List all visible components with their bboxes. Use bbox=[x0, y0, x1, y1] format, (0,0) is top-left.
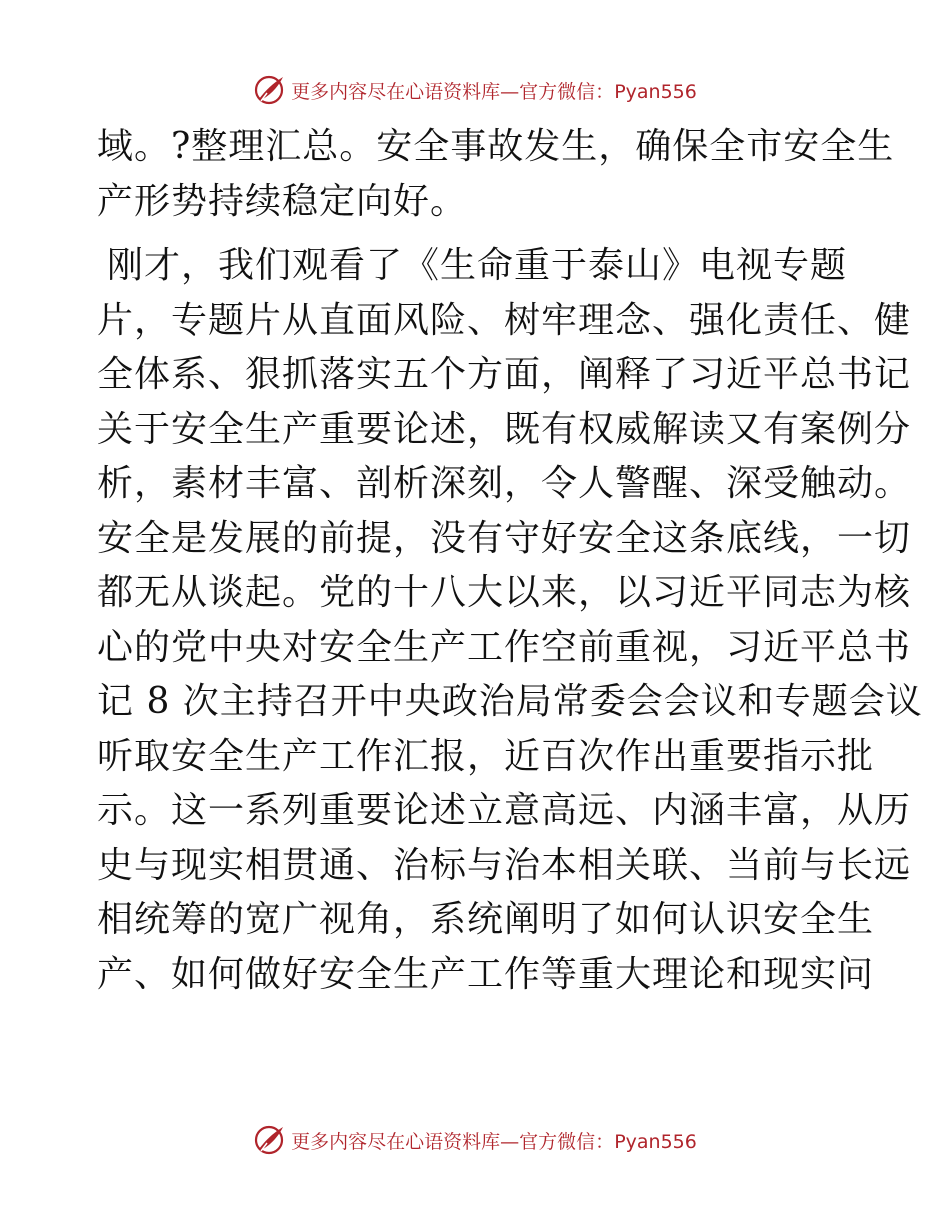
document-body bbox=[97, 120, 923, 1002]
text-line: 安全是发展的前提，没有守好安全这条底线，一切 bbox=[97, 517, 912, 559]
text-line: 关于安全生产重要论述，既有权威解读又有案例分 bbox=[97, 408, 912, 450]
footer-watermark bbox=[0, 1120, 950, 1160]
feather-pen-logo-icon bbox=[253, 73, 287, 107]
watermark-text: 更多内容尽在心语资料库—官方微信：Pyan556 bbox=[291, 1130, 697, 1153]
text-line: 史与现实相贯通、治标与治本相关联、当前与长远 bbox=[97, 844, 912, 886]
text-line: 示。这一系列重要论述立意高远、内涵丰富，从历 bbox=[97, 790, 912, 831]
text-line: 产形势持续稳定向好。 bbox=[97, 180, 468, 222]
text-line: 记 8 次主持召开中央政治局常委会会议和专题会议 bbox=[97, 681, 923, 722]
text-line: 相统筹的宽广视角，系统阐明了如何认识安全生 bbox=[97, 899, 875, 940]
text-line: 析，素材丰富、剖析深刻，令人警醒、深受触动。 bbox=[97, 463, 912, 504]
watermark-text: 更多内容尽在心语资料库—官方微信：Pyan556 bbox=[291, 80, 697, 103]
text-line: 都无从谈起。党的十八大以来，以习近平同志为核 bbox=[97, 572, 912, 613]
text-line: 产、如何做好安全生产工作等重大理论和现实问 bbox=[97, 953, 875, 995]
text-line: 片，专题片从直面风险、树牢理念、强化责任、健 bbox=[97, 299, 912, 341]
header-watermark bbox=[0, 70, 950, 110]
text-line: 心的党中央对安全生产工作空前重视，习近平总书 bbox=[97, 626, 912, 668]
text-line: 域。?整理汇总。安全事故发生，确保全市安全生 bbox=[97, 126, 895, 167]
paragraph-1 bbox=[97, 120, 895, 229]
feather-pen-logo-icon bbox=[253, 1123, 287, 1157]
text-line: 全体系、狠抓落实五个方面，阐释了习近平总书记 bbox=[97, 354, 912, 395]
paragraph-2 bbox=[97, 239, 923, 1002]
text-line: 听取安全生产工作汇报，近百次作出重要指示批 bbox=[97, 735, 875, 777]
text-line: 刚才，我们观看了《生命重于泰山》电视专题 bbox=[107, 245, 848, 286]
